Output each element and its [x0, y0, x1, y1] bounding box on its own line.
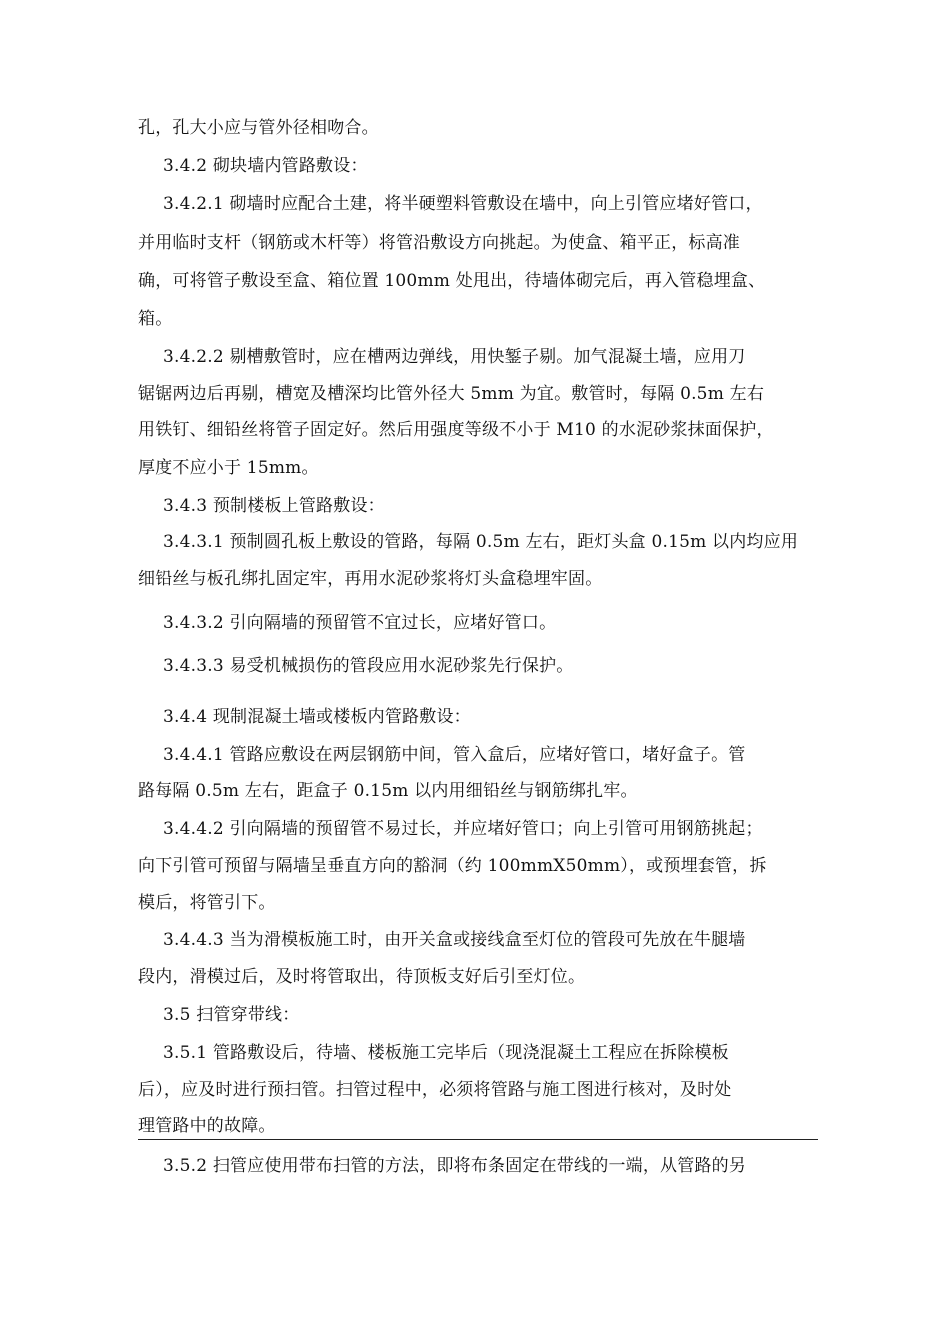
text-line: 模后，将管引下。	[138, 893, 276, 913]
text-line: 向下引管可预留与隔墙呈垂直方向的豁洞（约 100mmX50mm），或预埋套管，拆	[138, 856, 767, 876]
text-line: 路每隔 0.5m 左右，距盒子 0.15m 以内用细铅丝与钢筋绑扎牢。	[138, 781, 638, 801]
section-heading: 3.5 扫管穿带线：	[163, 1005, 300, 1025]
text-line: 3.4.4.3 当为滑模板施工时，由开关盒或接线盒至灯位的管段可先放在牛腿墙	[163, 930, 746, 950]
text-line: 用铁钉、细铅丝将管子固定好。然后用强度等级不小于 M10 的水泥砂浆抹面保护，	[138, 420, 774, 440]
text-line: 3.5.1 管路敷设后，待墙、楼板施工完毕后（现浇混凝土工程应在拆除模板	[163, 1043, 729, 1063]
text-line: 锯锯两边后再剔，槽宽及槽深均比管外径大 5mm 为宜。敷管时，每隔 0.5m 左右	[138, 384, 765, 404]
text-line: 理管路中的故障。	[138, 1116, 276, 1136]
text-line: 3.5.2 扫管应使用带布扫管的方法，即将布条固定在带线的一端，从管路的另	[163, 1156, 747, 1176]
text-line: 3.4.3.1 预制圆孔板上敷设的管路，每隔 0.5m 左右，距灯头盒 0.15m 以内均应用	[163, 532, 799, 552]
text-line: 3.4.3.3 易受机械损伤的管段应用水泥砂浆先行保护。	[163, 656, 574, 676]
text-line: 确，可将管子敷设至盒、箱位置 100mm 处甩出，待墙体砌完后，再入管稳埋盒、	[138, 271, 766, 291]
section-heading: 3.4.3 预制楼板上管路敷设：	[163, 496, 385, 516]
text-line: 细铅丝与板孔绑扎固定牢，再用水泥砂浆将灯头盒稳埋牢固。	[138, 569, 603, 589]
text-line: 箱。	[138, 309, 173, 329]
section-heading: 3.4.2 砌块墙内管路敷设：	[163, 156, 368, 176]
text-line: 后），应及时进行预扫管。扫管过程中，必须将管路与施工图进行核对，及时处	[138, 1080, 732, 1100]
text-line: 3.4.3.2 引向隔墙的预留管不宜过长，应堵好管口。	[163, 613, 557, 633]
text-line: 3.4.4.2 引向隔墙的预留管不易过长，并应堵好管口；向上引管可用钢筋挑起；	[163, 819, 763, 839]
text-line: 孔，孔大小应与管外径相吻合。	[138, 118, 379, 138]
section-heading: 3.4.4 现制混凝土墙或楼板内管路敷设：	[163, 707, 471, 727]
text-line: 3.4.4.1 管路应敷设在两层钢筋中间，管入盒后，应堵好管口，堵好盒子。管	[163, 745, 746, 765]
text-line: 段内，滑模过后，及时将管取出，待顶板支好后引至灯位。	[138, 967, 586, 987]
text-line: 3.4.2.2 剔槽敷管时，应在槽两边弹线，用快錾子剔。加气混凝土墙，应用刀	[163, 347, 746, 367]
horizontal-divider	[138, 1139, 818, 1140]
text-line: 厚度不应小于 15mm。	[138, 458, 319, 478]
text-line: 并用临时支杆（钢筋或木杆等）将管沿敷设方向挑起。为使盒、箱平正，标高准	[138, 233, 740, 253]
text-line: 3.4.2.1 砌墙时应配合土建，将半硬塑料管敷设在墙中，向上引管应堵好管口，	[163, 194, 763, 214]
